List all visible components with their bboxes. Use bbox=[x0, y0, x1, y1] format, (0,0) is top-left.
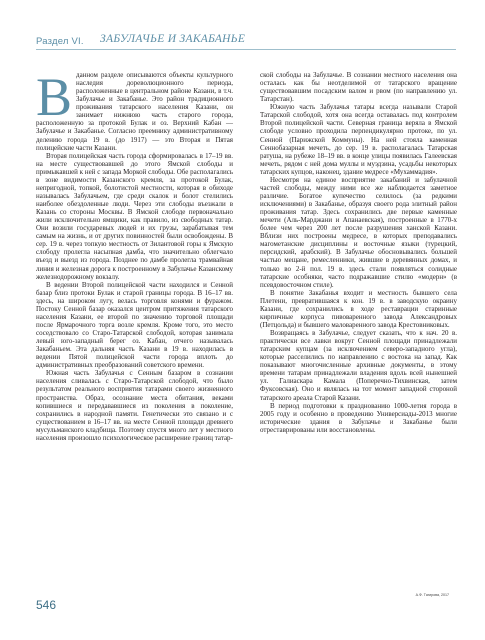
paragraph: Южная часть Забулачья с Сенным базаром в сознании населения сливалась с Старо-Татарской слободой, что было результатом реального восприятия татарами своего жизненного пространства. Образ, осознание места обитания, веками копившиеся и передававшиеся из поколения в поколение, сохранились в народной памяти. Генетически это связано и с существованием в 16–17 вв. на месте Сенной площади древнего мусульманского кладбища. Поэтому спустя много лет у местного населения произошло психологическое расширение границ татар- bbox=[36, 369, 233, 442]
intro-text: данном разделе описываются объекты культурного наследия дореволюционного периода, расположенные в центральном районе Казани, в т.ч. Забулачье и Закабанье. Это район традиционного проживания татарского населения Казани, он занимает нижнюю часть старого города, расположенную за протокой Булак и оз. Верхний Кабан — Забулачье и Закабанье. Согласно преемнику административному делению города 19 в. (до 1917) — это Вторая и Пятая полицейские части Казани. bbox=[36, 71, 233, 152]
section-label: Раздел VI. bbox=[36, 36, 84, 47]
right-column bbox=[260, 71, 457, 434]
intro-paragraph bbox=[36, 67, 233, 152]
paragraph: В период подготовки к празднованию 1000-летия города в 2005 году и особенно в проведению Универсиады-2013 многие исторические здания в Забулачье и Закабанье были отреставрированы или восстановлены. bbox=[260, 401, 457, 434]
paragraph: Несмотря на единое восприятие закабаний и забулачной частей слободы, между ними все же наблюдается заметное различие. Богатое купечество селилось (за редкими исключениями) в Закабанье, образуя своего рода элитный район проживания татар. Здесь сохранились две первые каменные мечети (Аль-Марджани и Апанаевская), построенные в 1770-х более чем через 200 лет после разрушения ханской Казани. Вблизи них построены медресе, в которых преподавались магометанские дисциплины и восточные языки (турецкий, персидский, арабский). В Забулачье обосновывались большей частью мещане, ремесленники, жившие в деревянных домах, и только во 2-й пол. 19 в. здесь стали появляться солидные татарские особняки, часто подражавшие стилю «модерн» (в псевдовосточном стиле). bbox=[260, 175, 457, 289]
paragraph: Возвращаясь в Забулачье, следует сказать, что к нач. 20 в. практически все лавки вокруг Сенной площади принадлежали татарским купцам (за исключением северо-западного угла), которые расселились по направлению с востока на запад. Как показывают многочисленные архивные документы, в этому времени татарам принадлежали владения вдоль всей нынешней ул. Галиаскара Камала (Поперечно-Тихвинская, затем Фуксовская). Оно и являлась на тот момент западной стороной татарского ареала Старой Казани. bbox=[260, 329, 457, 402]
header-rule bbox=[36, 49, 456, 50]
paragraph: Вторая полицейская часть города сформировалась в 17–19 вв. на месте существовавшей до этого Ямской слободы и примыкавшей к ней с запада Моркой слободы. Обе располагались в зоне видимости Казанского кремля, за протокой Булак, непригодной, топкой, болотистой местности, которая в обиходе называлась Забулачьем, где среди скалок и болот стелились наиболее обездоленные люди. Через эти слободы въезжали в Казань со стороны Москвы. В Ямской слободе первоначально жили исключительно ямщики, как правило, из свободных татар. Они возили государевых людей и их грузы, зарабатывая тем самым на жизнь, и от других повинностей были освобождены. В сер. 19 в. через топкую местность от Зилантовой горы к Ямскую слободу пролегла насыпная дамба, что значительно облегчало въезд и выезд из города. Позднее по дамбе пролегла трамвайная линия и железная дорога к построенному в Забулачье Казанскому железнодорожному вокзалу. bbox=[36, 151, 233, 281]
running-header bbox=[36, 33, 456, 49]
paragraph: В ведении Второй полицейской части находился и Сенной базар близ протоки Булак и старой границы города. В 16–17 вв. здесь, на широком лугу, велась торговля конями и фуражом. Постоку Сенной базар оказался центром притяжения татарского населения Казани, ее второй по значению торговой площади после Ярмарочного торга возле кремля. Кроме того, это место соседствовало со Старо-Татарской слободой, которая занимала левый юго-западный берег оз. Кабан, отчего называлась Закабаньем. Эта дальняя часть Казани в 19 в. находилась в ведении Пятой полицейской части города вплоть до административных преобразований советского времени. bbox=[36, 280, 233, 370]
paragraph: В понятие Закабанья входит и местность бывшего села Плетени, превратившаяся к кон. 19 в. в заводскую окраину Казани, где сохранились в ходе реставрации старинные кирпичные корпуса пивоваренного завода Александровых (Петцольда) и бывшего маловаренного завода Крестовниковых. bbox=[260, 288, 457, 329]
author-signature: А.Ф. Тагирова, 2017 bbox=[415, 593, 449, 597]
drop-cap: В bbox=[36, 67, 73, 127]
section-title: ЗАБУЛАЧЬЕ И ЗАКАБАНЬЕ bbox=[100, 33, 246, 45]
paragraph: Южную часть Забулачья татары всегда называли Старой Татарской слободой, хотя она всегда оставалась под контролем Второй полицейской части. Северная граница веряла в Ямской слободе условно проходила перпендикулярно протоке, по ул. Сенной (Парижской Коммуны). На ней стояла каменная Сеннобазарная мечеть, до сер. 19 в. располагалась Татарская ратуша, на рубеже 18–19 вв. в конце улицы появилась Галеевская мечеть, рядом с ней дома муллы и муэдзина, усадьбы некоторых татарских купцов, наконец, здание медресе «Мухаммадия». bbox=[260, 103, 457, 176]
page-number: 546 bbox=[36, 598, 57, 612]
paragraph: ской слободы на Забулачье. В сознании местного населения она осталась как бы неотделимой от татарского вращение существовавшим посадским валом и рвом (по направлению ул. Татарстан). bbox=[260, 71, 457, 104]
left-column bbox=[36, 67, 233, 442]
